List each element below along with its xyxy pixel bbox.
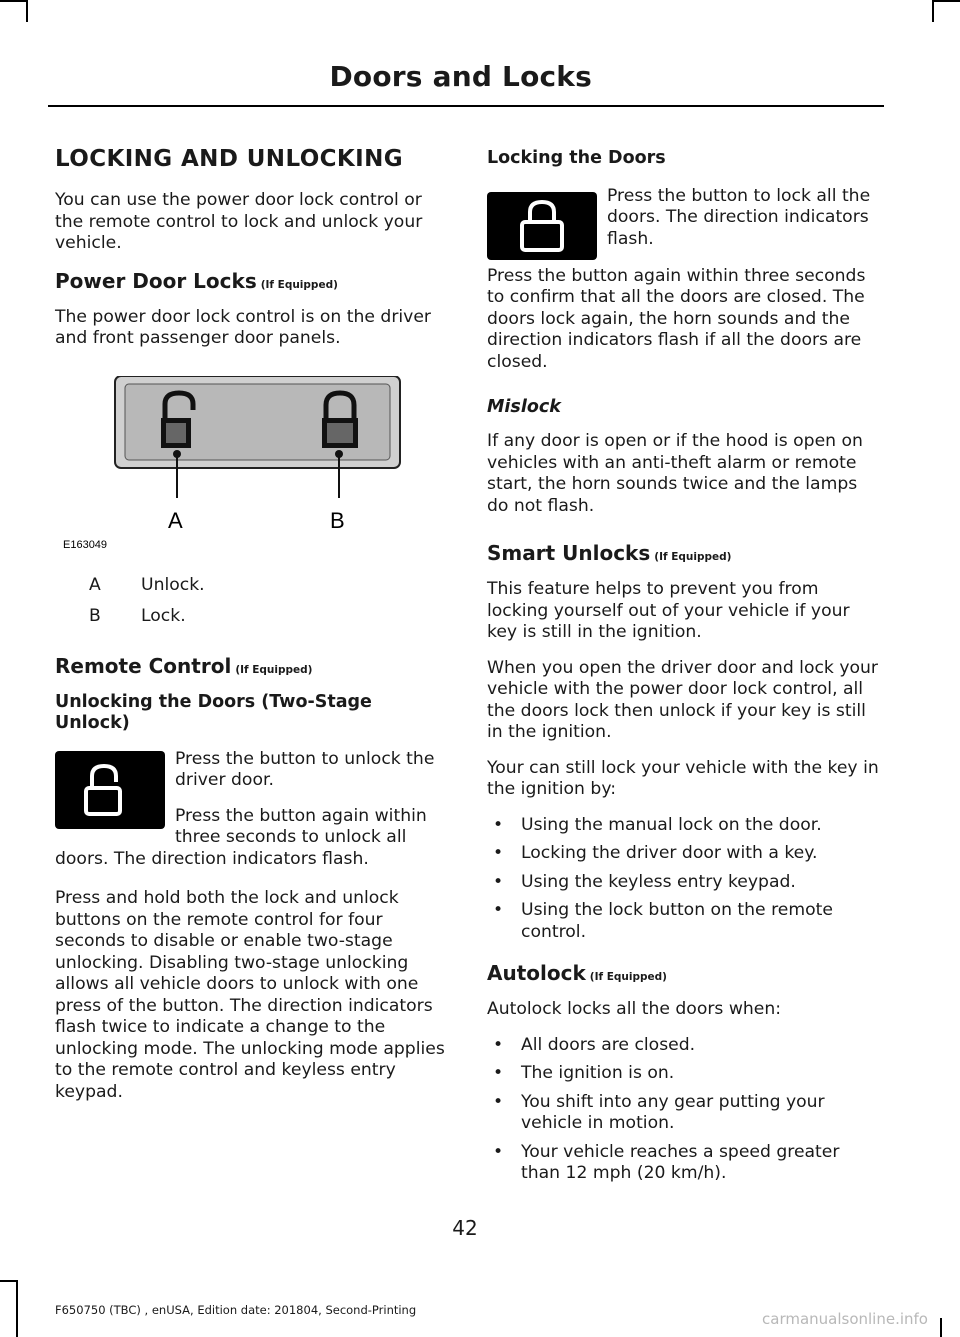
unlocking-doors-heading: Unlocking the Doors (Two-Stage Unlock) [55,691,372,733]
list-item: • Locking the driver door with a key. [487,843,882,865]
unlocking-paragraph-1: Press the button to unlock the driver door. [175,748,435,790]
figure-code: E163049 [63,538,108,551]
unlocking-paragraph-2: Press the button again within three seconds to unlock all doors. The direction indicators flash. [55,805,427,869]
smart-paragraph-1: This feature helps to prevent you from locking yourself out of your vehicle if your key is still in the ignition. [487,579,850,642]
crop-mark [940,1318,942,1337]
header-divider [48,105,884,107]
smart-paragraph-3: Your can still lock your vehicle with the key in the ignition by: [487,757,879,799]
legend-row [55,575,447,597]
legend-row [55,606,447,628]
lock-button-icon [487,192,597,260]
page-title: Doors and Locks [329,60,592,93]
mislock-paragraph: If any door is open or if the hood is open on vehicles with an anti-theft alarm or remote start, the horn sounds twice and the lamps do not flash. [487,431,863,516]
left-column [55,140,447,1117]
right-column [487,140,882,1199]
list-item: • Using the manual lock on the door. [487,815,882,837]
power-locks-paragraph: The power door lock control is on the driver and front passenger door panels. [55,306,431,348]
section-heading: LOCKING AND UNLOCKING [55,146,404,172]
autolock-heading: Autolock (If Equipped) [487,961,667,985]
unlocking-paragraph-3: Press and hold both the lock and unlock buttons on the remote control for four seconds to disable or enable two-stage unlocking. Disabling two-stage unlocking allows all vehicle doors to unlock with one press of the button. The direction indicators flash twice to indicate a change to the unlocking mode. The unlocking mode applies to the remote control and keyless entry keypad. [55,888,445,1102]
power-door-locks-heading: Power Door Locks (If Equipped) [55,268,338,293]
list-item: • The ignition is on. [487,1063,882,1085]
autolock-bullet-list [487,1035,882,1185]
door-lock-panel-illustration [55,376,447,551]
unlock-button-icon [55,751,165,829]
door-lock-control-figure [55,376,447,551]
locking-paragraph-1: Press the button to lock all the doors. The direction indicators flash. [607,185,871,249]
crop-mark [0,1280,16,1282]
remote-control-heading: Remote Control (If Equipped) [55,653,313,678]
edition-footer: F650750 (TBC) , enUSA, Edition date: 201804, Second-Printing [55,1303,417,1317]
page-number: 42 [452,1216,478,1240]
list-item: • All doors are closed. [487,1035,882,1057]
intro-paragraph: You can use the power door lock control or the remote control to lock and unlock your vehicle. [55,190,423,253]
list-item: • You shift into any gear putting your vehicle in motion. [487,1092,882,1135]
smart-unlock-bullet-list [487,815,882,944]
crop-mark [26,0,28,22]
legend-text: Lock. [141,606,186,626]
list-item: • Using the keyless entry keypad. [487,872,882,894]
callout-label-b: B [330,507,345,533]
watermark: carmanualsonline.info [762,1310,928,1328]
callout-label-a: A [168,507,183,533]
list-item: • Your vehicle reaches a speed greater than 12 mph (20 km/h). [487,1142,882,1185]
list-item: • Using the lock button on the remote control. [487,900,882,943]
legend-text: Unlock. [141,574,205,595]
crop-mark [934,0,960,2]
crop-mark [932,0,934,22]
locking-paragraph-2: Press the button again within three seconds to confirm that all the doors are closed. The doors lock again, the horn sounds and the direction indicators flash if all the doors are closed. [487,265,866,372]
mislock-heading: Mislock [487,397,561,417]
smart-unlocks-heading: Smart Unlocks (If Equipped) [487,541,732,565]
legend-key: B [89,606,101,626]
smart-paragraph-2: When you open the driver door and lock your vehicle with the power door lock control, all the doors lock then unlock if your key is still in the ignition. [487,657,878,742]
locking-doors-heading: Locking the Doors [487,148,666,168]
crop-mark [16,1280,18,1337]
legend-key: A [89,574,101,595]
autolock-paragraph: Autolock locks all the doors when: [487,999,782,1019]
crop-mark [0,0,26,2]
